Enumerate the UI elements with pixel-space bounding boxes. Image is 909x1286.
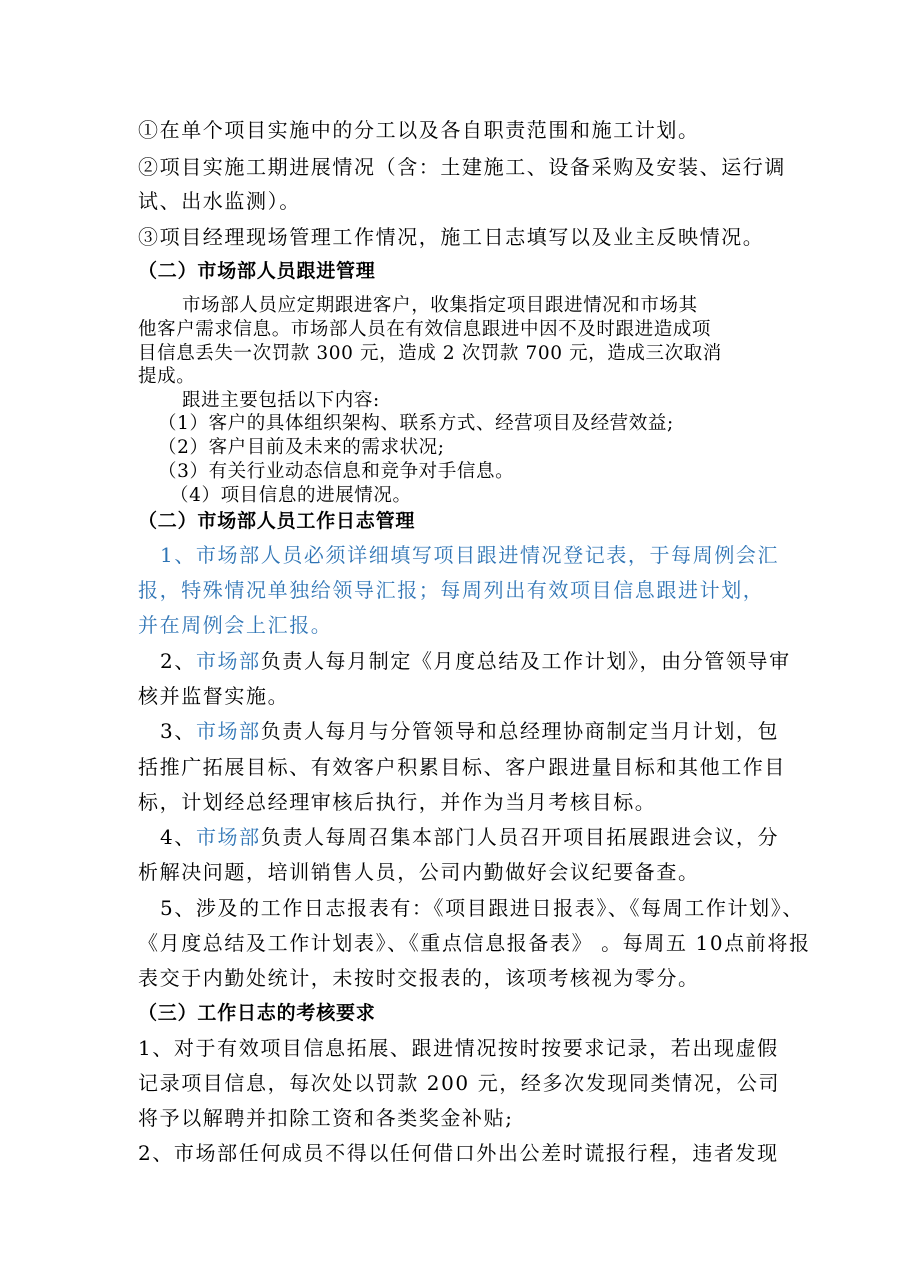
item-text: 负责人每月制定《月度总结及工作计划》，由分管领导审: [260, 649, 791, 673]
department-name: 市场部: [195, 825, 261, 849]
text-line: 并在周例会上汇报。: [138, 613, 333, 637]
text-line: 记录项目信息，每次处以罚款 200 元，经多次发现同类情况，公司: [138, 1071, 781, 1095]
text-line: 1、对于有效项目信息拓展、跟进情况按时按要求记录，若出现虚假: [138, 1036, 779, 1060]
item-text: 负责人每周召集本部门人员召开项目拓展跟进会议，分: [260, 825, 780, 849]
text-line: ①在单个项目实施中的分工以及各自职责范围和施工计划。: [138, 118, 700, 142]
text-line: 《月度总结及工作计划表》、《重点信息报备表》 。每周五 10点前将报: [138, 931, 811, 955]
item-text: 负责人每月与分管领导和总经理协商制定当月计划，包: [260, 719, 780, 743]
text-line: 核并监督实施。: [138, 684, 290, 708]
text-line: 1、市场部人员必须详细填写项目跟进情况登记表，于每周例会汇: [160, 543, 780, 567]
text-line: [160, 719, 779, 743]
text-line: ③项目经理现场管理工作情况，施工日志填写以及业主反映情况。: [138, 225, 765, 249]
text-line: [160, 649, 791, 673]
text-line: [160, 825, 779, 849]
section-heading: （二）市场部人员工作日志管理: [138, 510, 416, 532]
list-item: （3）有关行业动态信息和竞争对手信息。: [158, 461, 515, 482]
text-line: 表交于内勤处统计，未按时交报表的，该项考核视为零分。: [138, 966, 700, 990]
list-item: （4）项目信息的进展情况。: [170, 485, 412, 506]
text-line: 报，特殊情况单独给领导汇报；每周列出有效项目信息跟进计划，: [138, 578, 765, 602]
section-heading: （二）市场部人员跟进管理: [138, 260, 376, 282]
section-heading: （三）工作日志的考核要求: [138, 1002, 376, 1024]
text-line: 目信息丢失一次罚款 300 元，造成 2 次罚款 700 元，造成三次取消: [138, 343, 722, 364]
item-number: 2、: [160, 649, 196, 673]
text-line: 2、市场部任何成员不得以任何借口外出公差时谎报行程，违者发现: [138, 1141, 779, 1165]
text-line: ②项目实施工期进展情况（含：土建施工、设备采购及安装、运行调: [138, 155, 786, 179]
item-number: 3、: [160, 719, 196, 743]
text-line: 试、出水监测）。: [138, 189, 301, 213]
text-line: 标，计划经总经理审核后执行，并作为当月考核目标。: [138, 790, 657, 814]
list-item: （1）客户的具体组织架构、联系方式、经营项目及经营效益;: [158, 413, 674, 434]
text-line: 跟进主要包括以下内容:: [182, 390, 380, 411]
department-name: 市场部: [195, 719, 261, 743]
text-line: 他客户需求信息。市场部人员在有效信息跟进中因不及时跟进造成项: [138, 319, 712, 340]
list-item: （2）客户目前及未来的需求状况;: [158, 437, 445, 458]
text-line: 括推广拓展目标、有效客户积累目标、客户跟进量目标和其他工作目: [138, 755, 786, 779]
text-line: 5、涉及的工作日志报表有：《项目跟进日报表》、《每周工作计划》、: [160, 896, 804, 920]
text-line: 将予以解聘并扣除工资和各类奖金补贴;: [138, 1106, 514, 1130]
text-line: 析解决问题，培训销售人员，公司内勤做好会议纪要备查。: [138, 860, 700, 884]
item-number: 4、: [160, 825, 196, 849]
text-line: 提成。: [138, 366, 196, 387]
department-name: 市场部: [195, 649, 261, 673]
text-line: 市场部人员应定期跟进客户，收集指定项目跟进情况和市场其: [182, 295, 698, 316]
